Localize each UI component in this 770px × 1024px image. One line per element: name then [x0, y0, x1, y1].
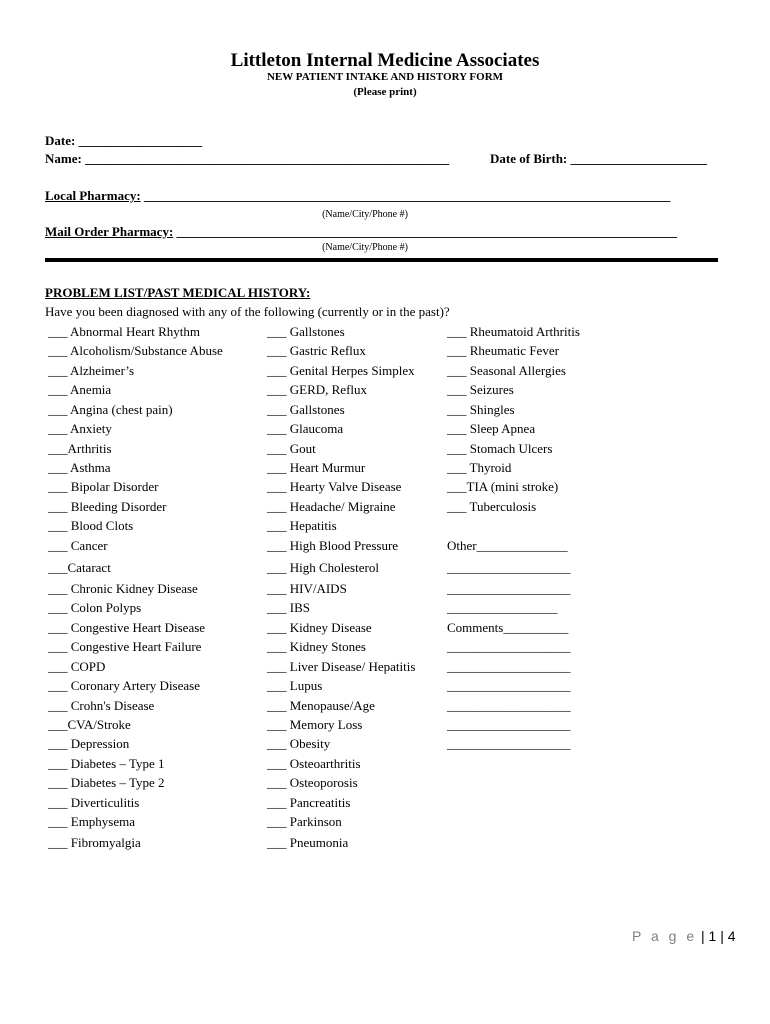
mail-order-pharmacy-label: Mail Order Pharmacy: [45, 224, 174, 239]
condition-item[interactable]: ___ Memory Loss [267, 717, 363, 732]
condition-item[interactable]: ___ Rheumatoid Arthritis [447, 324, 580, 339]
condition-item[interactable]: ___ Gallstones [267, 324, 345, 339]
condition-item[interactable]: ___ Depression [48, 736, 130, 751]
mail-order-pharmacy-field[interactable] [45, 224, 677, 240]
condition-item[interactable]: ___ Tuberculosis [447, 499, 537, 514]
condition-item[interactable]: ___ Osteoarthritis [267, 756, 361, 771]
page-number [632, 928, 736, 944]
condition-item[interactable]: ___ Genital Herpes Simplex [267, 363, 415, 378]
notes-line[interactable]: ___________________ [447, 736, 571, 751]
condition-item[interactable]: ___ Anemia [48, 382, 112, 397]
condition-item[interactable]: ___ Shingles [447, 402, 515, 417]
condition-item[interactable]: ___ Diabetes – Type 1 [48, 756, 165, 771]
condition-item[interactable]: ___ Gout [267, 441, 316, 456]
condition-item[interactable]: ___ Pneumonia [267, 835, 349, 850]
page-separator-2: | [716, 928, 728, 944]
condition-item[interactable]: ___Cataract [48, 560, 111, 575]
condition-item[interactable]: ___ Chronic Kidney Disease [48, 581, 198, 596]
condition-item[interactable]: ___ Diverticulitis [48, 795, 140, 810]
condition-item[interactable]: ___ Thyroid [447, 460, 512, 475]
condition-item[interactable]: ___ Glaucoma [267, 421, 344, 436]
condition-item[interactable]: ___ Gallstones [267, 402, 345, 417]
condition-item[interactable]: ___ COPD [48, 659, 106, 674]
notes-line[interactable]: ___________________ [447, 678, 571, 693]
condition-item[interactable]: ___ Sleep Apnea [447, 421, 536, 436]
condition-item[interactable]: ___ Obesity [267, 736, 331, 751]
condition-item[interactable]: ___ Anxiety [48, 421, 112, 436]
condition-item[interactable]: ___ Abnormal Heart Rhythm [48, 324, 201, 339]
condition-item[interactable]: ___ Rheumatic Fever [447, 343, 559, 358]
condition-item[interactable]: ___ Kidney Disease [267, 620, 372, 635]
condition-item[interactable]: ___ Heart Murmur [267, 460, 366, 475]
section-divider [45, 258, 718, 262]
condition-item[interactable]: ___ Stomach Ulcers [447, 441, 553, 456]
condition-item[interactable]: ___ Fibromyalgia [48, 835, 141, 850]
condition-item[interactable]: ___ Crohn's Disease [48, 698, 155, 713]
condition-item[interactable]: ___TIA (mini stroke) [447, 479, 559, 494]
condition-item[interactable]: ___ Emphysema [48, 814, 136, 829]
condition-item[interactable]: ___ Lupus [267, 678, 323, 693]
condition-item[interactable]: ___ Congestive Heart Failure [48, 639, 202, 654]
condition-item[interactable]: ___ Seasonal Allergies [447, 363, 566, 378]
notes-line[interactable]: ___________________ [447, 717, 571, 732]
condition-item[interactable]: ___ GERD, Reflux [267, 382, 368, 397]
condition-item[interactable]: ___ Blood Clots [48, 518, 134, 533]
condition-item[interactable]: ___ Asthma [48, 460, 111, 475]
notes-line[interactable]: Other______________ [447, 538, 568, 553]
notes-line[interactable]: _________________ [447, 600, 558, 615]
condition-item[interactable]: ___ Liver Disease/ Hepatitis [267, 659, 416, 674]
local-pharmacy-line[interactable]: _________________________________________________________________________________ [143, 188, 671, 203]
condition-item[interactable]: ___ Colon Polyps [48, 600, 142, 615]
condition-item[interactable]: ___ Cancer [48, 538, 108, 553]
local-pharmacy-label: Local Pharmacy: [45, 188, 141, 203]
condition-item[interactable]: ___CVA/Stroke [48, 717, 131, 732]
notes-line[interactable]: Comments__________ [447, 620, 569, 635]
condition-item[interactable]: ___ Parkinson [267, 814, 342, 829]
condition-item[interactable]: ___ Bleeding Disorder [48, 499, 167, 514]
local-pharmacy-hint: (Name/City/Phone #) [322, 209, 408, 220]
form-subtitle: NEW PATIENT INTAKE AND HISTORY FORM [266, 71, 504, 83]
mail-order-pharmacy-hint: (Name/City/Phone #) [322, 242, 408, 253]
notes-line[interactable]: ___________________ [447, 698, 571, 713]
condition-item[interactable]: ___ High Blood Pressure [267, 538, 399, 553]
condition-item[interactable]: ___ IBS [267, 600, 310, 615]
condition-item[interactable]: ___ Seizures [447, 382, 514, 397]
condition-item[interactable]: ___ Hepatitis [267, 518, 337, 533]
condition-item[interactable]: ___ Bipolar Disorder [48, 479, 159, 494]
condition-item[interactable]: ___ Pancreatitis [267, 795, 351, 810]
condition-item[interactable]: ___Arthritis [48, 441, 112, 456]
page-label: P a g e [632, 928, 698, 944]
page-current: 1 [708, 928, 717, 944]
notes-line[interactable]: ___________________ [447, 581, 571, 596]
condition-item[interactable]: ___ Gastric Reflux [267, 343, 366, 358]
mail-order-pharmacy-line[interactable]: _____________________________________________________________________________ [176, 224, 678, 239]
condition-item[interactable]: ___ Headache/ Migraine [267, 499, 396, 514]
date-of-birth-field[interactable]: Date of Birth: _____________________ [490, 151, 708, 166]
condition-item[interactable]: ___ Menopause/Age [267, 698, 375, 713]
notes-line[interactable]: ___________________ [447, 560, 571, 575]
condition-item[interactable]: ___ Angina (chest pain) [48, 402, 173, 417]
section-heading: PROBLEM LIST/PAST MEDICAL HISTORY: [45, 285, 311, 300]
date-field[interactable]: Date: ___________________ [45, 133, 203, 148]
condition-item[interactable]: ___ Alcoholism/Substance Abuse [48, 343, 223, 358]
condition-item[interactable]: ___ Diabetes – Type 2 [48, 775, 165, 790]
condition-item[interactable]: ___ Alzheimer’s [48, 363, 135, 378]
local-pharmacy-field[interactable] [45, 188, 670, 204]
condition-item[interactable]: ___ Osteoporosis [267, 775, 358, 790]
page-total: 4 [727, 928, 736, 944]
condition-item[interactable]: ___ Coronary Artery Disease [48, 678, 200, 693]
condition-item[interactable]: ___ Kidney Stones [267, 639, 366, 654]
condition-item[interactable]: ___ HIV/AIDS [267, 581, 347, 596]
name-field[interactable]: Name: ________________________________________________________ [45, 151, 450, 166]
diagnosis-question: Have you been diagnosed with any of the following (currently or in the past)? [45, 304, 450, 319]
condition-item[interactable]: ___ Hearty Valve Disease [267, 479, 402, 494]
notes-line[interactable]: ___________________ [447, 639, 571, 654]
condition-item[interactable]: ___ Congestive Heart Disease [48, 620, 206, 635]
condition-item[interactable]: ___ High Cholesterol [267, 560, 379, 575]
notes-line[interactable]: ___________________ [447, 659, 571, 674]
print-note: (Please print) [353, 86, 417, 98]
form-title: Littleton Internal Medicine Associates [230, 50, 540, 71]
page-separator: | [697, 928, 709, 944]
